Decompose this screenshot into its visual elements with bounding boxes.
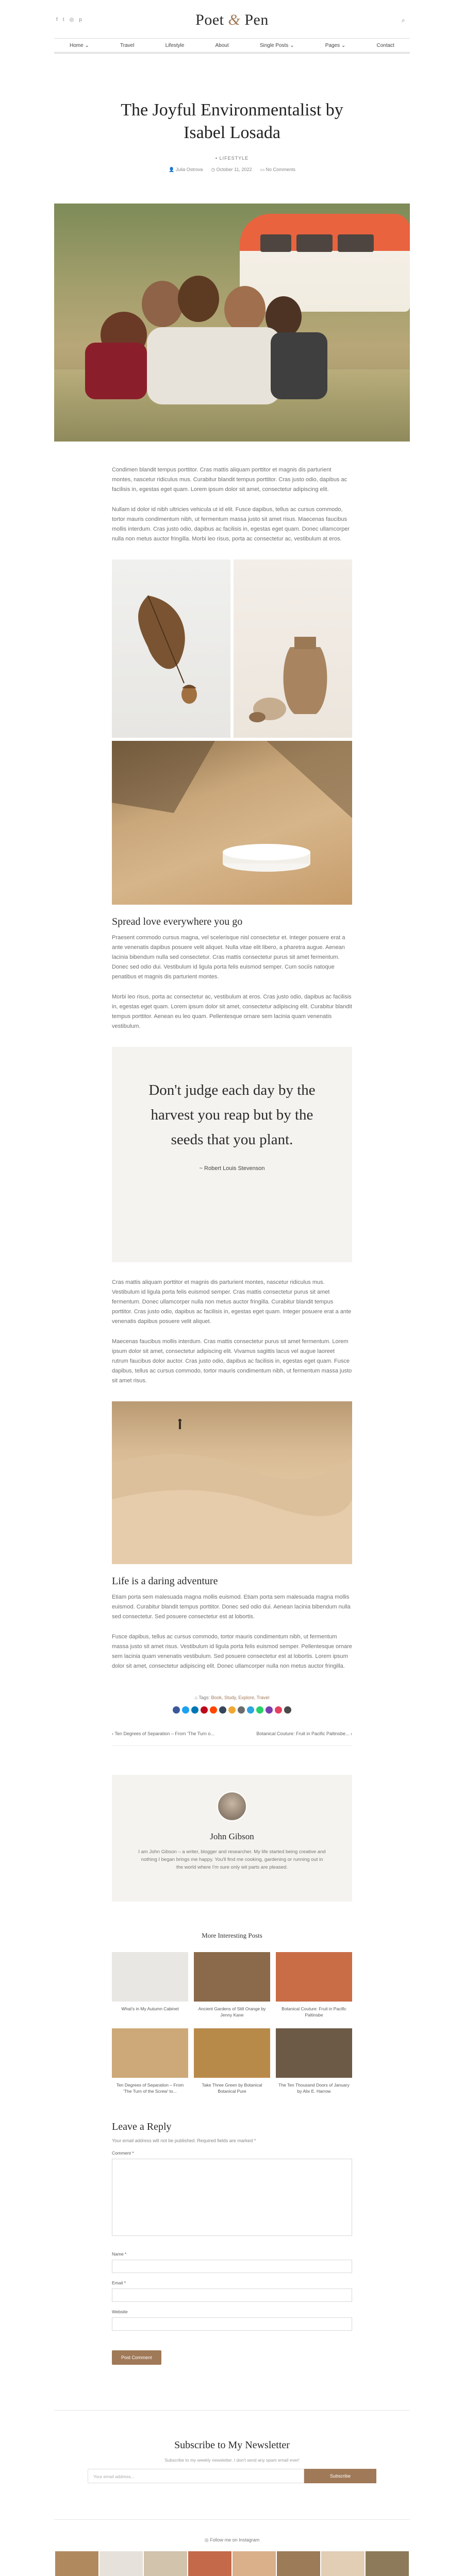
- post-navigation: [112, 1731, 352, 1746]
- post-meta: [0, 167, 464, 173]
- more-post-card[interactable]: [276, 2028, 352, 2094]
- nav-item-about[interactable]: About: [215, 42, 229, 48]
- blockquote: [112, 1047, 352, 1262]
- paragraph-4: Morbi leo risus, porta ac consectetur ac, vestibulum at eros. Cras justo odio, dapibus ac facilisis in, egestas eget quam. Lorem ipsum dolor sit amet, consectetur adipiscing elit. Curabitur blandit tempus porttitor. Aenean eu leo quam. Pellentesque ornare sem lacinia quam venenatis vestibulum.: [112, 994, 352, 1029]
- more-post-caption[interactable]: Ancient Gardens of Still Orange by Jenny Kane: [198, 2006, 266, 2018]
- pedestal-illustration: [112, 741, 352, 905]
- more-post-thumbnail[interactable]: [276, 1952, 352, 2002]
- more-post-card[interactable]: [194, 2028, 270, 2094]
- instagram-tile[interactable]: [144, 2551, 187, 2576]
- share-button[interactable]: [173, 1706, 180, 1714]
- author-box-name[interactable]: John Gibson: [210, 1832, 254, 1841]
- website-label: Website: [112, 2309, 128, 2314]
- comment-form: [112, 2121, 352, 2365]
- share-button[interactable]: [238, 1706, 245, 1714]
- nav-item-contact[interactable]: Contact: [376, 42, 394, 48]
- post-title-line-1: The Joyful Environmentalist by: [121, 100, 343, 120]
- instagram-icon[interactable]: ◎: [69, 17, 74, 23]
- instagram-feed: [0, 2551, 464, 2576]
- comment-icon: ▭: [260, 167, 266, 172]
- more-post-card[interactable]: [276, 1952, 352, 2018]
- post-category[interactable]: [0, 156, 464, 161]
- gallery-image-leaf: [112, 560, 230, 738]
- nav-item-travel[interactable]: Travel: [120, 42, 135, 48]
- more-post-caption[interactable]: Botanical Couture: Fruit in Pacific Paltinsbe: [281, 2006, 346, 2018]
- comment-textarea[interactable]: [112, 2159, 352, 2236]
- instagram-tile[interactable]: [100, 2551, 143, 2576]
- next-post-link[interactable]: Botanical Couture: Fruit in Pacific Paltinsbe... ›: [256, 1731, 352, 1736]
- clock-icon: ◷: [211, 167, 217, 172]
- previous-post-link[interactable]: ‹ Ten Degrees of Separation – From ‘The Turn o...: [112, 1731, 214, 1736]
- instagram-icon: ◎: [204, 2537, 210, 2543]
- tag-icon: ⌂: [194, 1695, 199, 1700]
- share-button[interactable]: [275, 1706, 282, 1714]
- tag-link[interactable]: Book: [211, 1695, 222, 1700]
- tag-link[interactable]: Study: [224, 1695, 236, 1700]
- section-heading-spread-love: Spread love everywhere you go: [112, 916, 243, 927]
- instagram-tile[interactable]: [366, 2551, 409, 2576]
- post-title-line-2: Isabel Losada: [184, 123, 280, 142]
- more-post-caption[interactable]: Ten Degrees of Separation – From 'The Turn of the Screw' to...: [116, 2082, 184, 2094]
- reply-title: Leave a Reply: [112, 2121, 172, 2132]
- shadow-pedestal-image: [112, 741, 352, 905]
- more-post-card[interactable]: [194, 1952, 270, 2018]
- share-buttons: [112, 1706, 352, 1714]
- newsletter-form: [54, 2469, 410, 2483]
- more-post-thumbnail[interactable]: [112, 2028, 188, 2078]
- share-button[interactable]: [182, 1706, 189, 1714]
- more-post-thumbnail[interactable]: [112, 1952, 188, 2002]
- instagram-label[interactable]: [0, 2537, 464, 2543]
- image-gallery: [112, 560, 352, 738]
- website-field[interactable]: [112, 2317, 352, 2331]
- share-button[interactable]: [219, 1706, 226, 1714]
- quote-text: Don't judge each day by the harvest you reap but by the seeds that you plant.: [148, 1082, 316, 1148]
- more-post-thumbnail[interactable]: [194, 1952, 270, 2002]
- email-label: Email *: [112, 2280, 126, 2285]
- instagram-tile[interactable]: [55, 2551, 98, 2576]
- paragraph-5: Cras mattis aliquam porttitor et magnis dis parturient montes, nascetur ridiculus mus. Vestibulum id ligula porta felis euismod semper. Cras mattis consectetur purus sit amet fermentum. Donec ullamcorper nulla non metus auctor fringilla. Curabitur blandit tempus porttitor. Cras justo odio, dapibus ac facilisis in, egestas eget quam. Integer posuere erat a ante venenatis dapibus posuere velit aliquet.: [112, 1279, 352, 1325]
- more-post-card[interactable]: [112, 2028, 188, 2094]
- author-bio: I am John Gibson – a writer, blogger and researcher. My life started being creative and nothing I began brings me happy. You'll find me cooking, gardening or running out in the world where I'm sure only wit parts are pleased.: [138, 1849, 326, 1870]
- nav-item-pages[interactable]: Pages ⌄: [325, 42, 346, 48]
- more-post-caption[interactable]: Take Three Green by Botanical Botanical Pure: [202, 2082, 262, 2094]
- meta-author[interactable]: [169, 167, 203, 173]
- tags-prefix: Tags:: [198, 1695, 210, 1700]
- instagram-label-text: Follow me on Instagram: [210, 2537, 260, 2543]
- comment-count: No Comments: [266, 167, 296, 172]
- more-post-thumbnail[interactable]: [194, 2028, 270, 2078]
- name-label: Name *: [112, 2251, 127, 2257]
- instagram-tile[interactable]: [188, 2551, 231, 2576]
- avatar[interactable]: [217, 1791, 247, 1821]
- newsletter-email-input[interactable]: Your email address...: [88, 2469, 304, 2483]
- share-button[interactable]: [247, 1706, 254, 1714]
- instagram-tile[interactable]: [233, 2551, 276, 2576]
- nav-item-single-posts[interactable]: Single Posts ⌄: [259, 42, 294, 48]
- more-post-caption[interactable]: The Ten Thousand Doors of January by Alix E. Harrow: [278, 2082, 350, 2094]
- more-post-thumbnail[interactable]: [276, 2028, 352, 2078]
- paragraph-1: Condimen blandit tempus porttitor. Cras mattis aliquam porttitor et magnis dis parturient montes, nascetur ridiculus mus. Curabitur blandit tempus porttitor. Cras justo odio, dapibus ac facilisis in, egestas eget quam. Lorem ipsum dolor sit amet, consectetur adipiscing elit.: [112, 467, 347, 493]
- desert-illustration: [112, 1401, 352, 1564]
- comment-label: Comment *: [112, 2150, 134, 2156]
- more-post-card[interactable]: [112, 1952, 188, 2018]
- share-button[interactable]: [284, 1706, 291, 1714]
- newsletter-title: Subscribe to My Newsletter: [174, 2439, 290, 2451]
- paragraph-7: Etiam porta sem malesuada magna mollis euismod. Etiam porta sem malesuada magna mollis euismod. Curabitur blandit tempus porttitor. Donec sed odio dui. Aenean lacinia bibendum nulla sed consectetur. Sed posuere consectetur est at lobortis.: [112, 1594, 351, 1620]
- tag-link[interactable]: Explore: [238, 1695, 254, 1700]
- search-icon[interactable]: ⌕: [402, 16, 405, 24]
- tag-link[interactable]: Travel: [256, 1695, 270, 1700]
- post-title: [0, 99, 464, 144]
- post-comment-button[interactable]: Post Comment: [112, 2350, 161, 2365]
- share-button[interactable]: [256, 1706, 263, 1714]
- post-date: October 11, 2022: [216, 167, 252, 172]
- name-field[interactable]: [112, 2260, 352, 2273]
- quote-author: ~ Robert Louis Stevenson: [199, 1165, 265, 1172]
- paragraph-2: Nullam id dolor id nibh ultricies vehicula ut id elit. Fusce dapibus, tellus ac cursus commodo, tortor mauris condimentum nibh, ut fermentum massa justo sit amet risus. Maecenas faucibus mollis interdum. Cras justo odio, dapibus ac facilisis in, egestas eget quam. Donec ullamcorper nulla non metus auctor fringilla. Morbi leo risus, porta ac consectetur ac, vestibulum at eros.: [112, 506, 350, 542]
- logo-word-left: Poet: [195, 11, 224, 28]
- share-button[interactable]: [210, 1706, 217, 1714]
- gallery-image-vases: [234, 560, 352, 738]
- more-posts-title: More Interesting Posts: [202, 1931, 262, 1939]
- share-button[interactable]: [201, 1706, 208, 1714]
- author-name: Julia Ostrova: [175, 167, 203, 172]
- more-posts-grid: [0, 1952, 464, 2094]
- paragraph-6: Maecenas faucibus mollis interdum. Cras mattis consectetur purus sit amet fermentum. Lorem ipsum dolor sit amet, consectetur adipiscing elit. Vivamus sagittis lacus vel augue laoreet rutrum faucibus dolor auctor. Cras justo odio, dapibus ac facilisis in, egestas eget quam. Fusce dapibus, tellus ac cursus commodo, tortor mauris condimentum nibh, ut fermentum massa justo sit amet risus.: [112, 1338, 352, 1384]
- email-field[interactable]: [112, 2289, 352, 2302]
- meta-comments[interactable]: [260, 167, 295, 173]
- share-button[interactable]: [191, 1706, 198, 1714]
- paragraph-8: Fusce dapibus, tellus ac cursus commodo, tortor mauris condimentum nibh, ut fermentum massa justo sit amet risus. Vestibulum id ligula porta felis euismod semper. Pellentesque ornare sem lacinia quam venenatis vestibulum. Sed posuere consectetur est at lobortis. Lorem ipsum dolor sit amet, consectetur adipiscing elit. Donec ullamcorper nulla non metus auctor fringilla.: [112, 1634, 352, 1669]
- meta-date: [211, 167, 252, 173]
- reply-note: Your email address will not be published. Required fields are marked *: [112, 2138, 256, 2143]
- newsletter-subtitle: Subscribe to my weekly newsletter. I don't send any spam email ever!: [164, 2458, 300, 2463]
- category-label: LIFESTYLE: [219, 156, 249, 161]
- logo-word-right: Pen: [244, 11, 269, 28]
- newsletter-section: [54, 2410, 410, 2520]
- twitter-icon[interactable]: t: [62, 17, 64, 23]
- leaf-illustration: [112, 560, 230, 738]
- facebook-icon[interactable]: f: [56, 17, 58, 23]
- subscribe-button[interactable]: Subscribe: [304, 2469, 376, 2483]
- main-nav: [54, 38, 410, 54]
- author-box: [112, 1775, 352, 1902]
- category-icon: ▪: [215, 156, 220, 161]
- vases-illustration: [234, 560, 352, 738]
- nav-item-home[interactable]: Home ⌄: [70, 42, 89, 48]
- more-post-caption[interactable]: What's in My Autumn Cabinet: [121, 2006, 179, 2011]
- instagram-tile[interactable]: [277, 2551, 320, 2576]
- post-tags: ⌂ Tags: Book, Study, Explore, Travel: [194, 1695, 270, 1700]
- site-header: [0, 0, 464, 38]
- pinterest-icon[interactable]: p: [79, 17, 82, 23]
- instagram-tile[interactable]: [321, 2551, 364, 2576]
- share-button[interactable]: [266, 1706, 273, 1714]
- hero-van: [240, 214, 410, 312]
- desert-image: [112, 1401, 352, 1564]
- section-heading-daring-adventure: Life is a daring adventure: [112, 1575, 218, 1587]
- logo-ampersand: &: [228, 11, 241, 28]
- paragraph-3: Praesent commodo cursus magna, vel scelerisque nisl consectetur et. Integer posuere erat a ante venenatis dapibus posuere velit aliquet. Nulla vitae elit libero, a pharetra augue. Aenean lacinia bibendum nulla sed consectetur. Cras mattis consectetur purus sit amet fermentum. Donec sed odio dui. Vestibulum id ligula porta felis euismod semper. Cum sociis natoque penatibus et magnis dis parturient montes.: [112, 935, 345, 980]
- hero-image: [54, 204, 410, 442]
- user-icon: 👤: [168, 167, 176, 172]
- share-button[interactable]: [228, 1706, 236, 1714]
- site-logo[interactable]: [0, 11, 464, 29]
- nav-item-lifestyle[interactable]: Lifestyle: [165, 42, 185, 48]
